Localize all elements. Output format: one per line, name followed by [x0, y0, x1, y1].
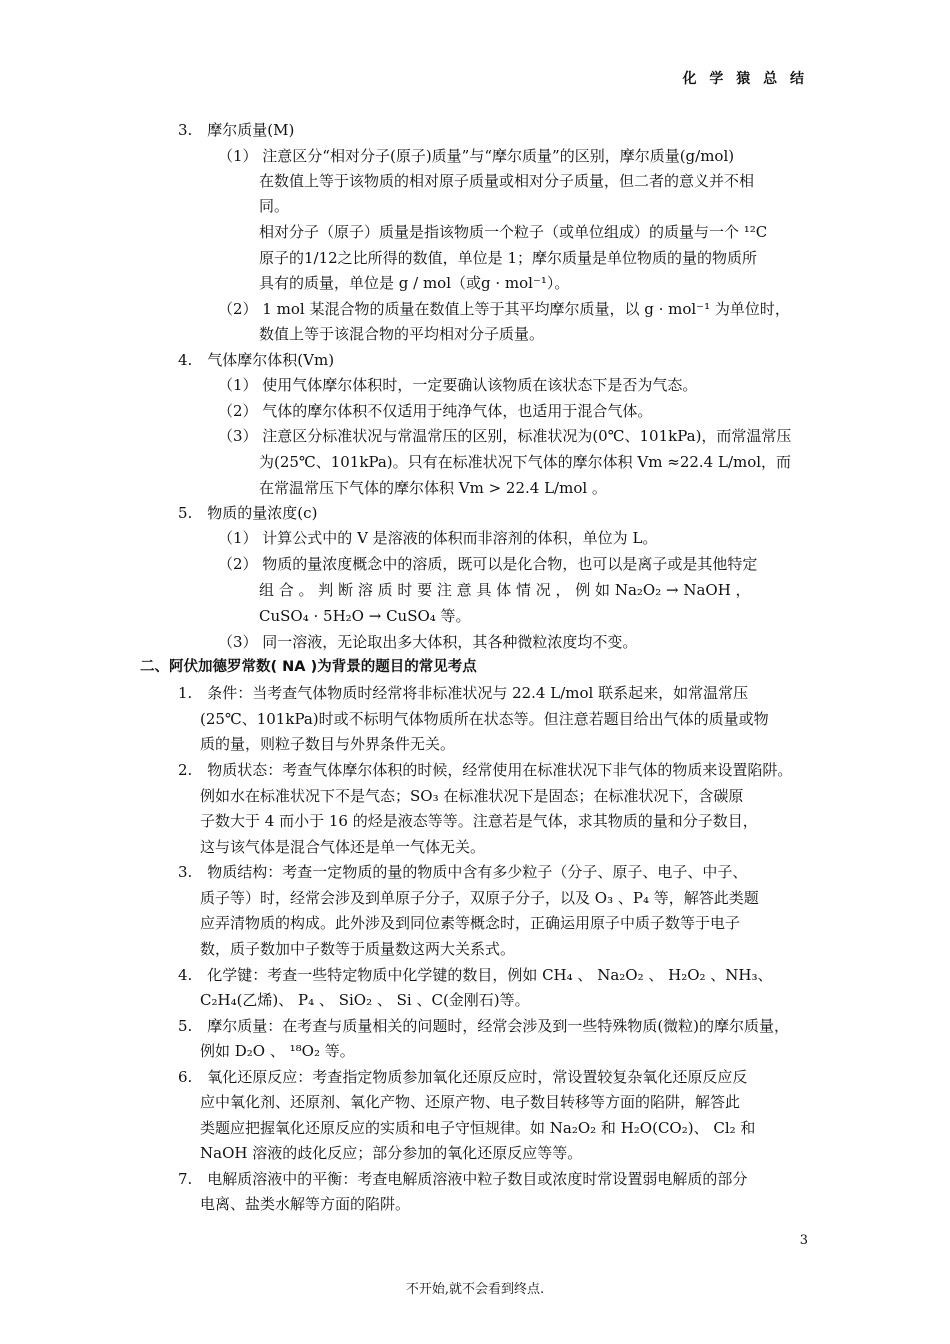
item4-title: 4. 气体摩尔体积(Vm)	[178, 351, 335, 369]
s2-item1-line3: 质的量，则粒子数目与外界条件无关。	[200, 735, 456, 753]
item3-title: 3. 摩尔质量(M)	[178, 121, 295, 139]
item5-p3: （3） 同一溶液，无论取出多大体积，其各种微粒浓度均不变。	[218, 633, 638, 651]
item4-p3-line3: 在常温常压下气体的摩尔体积 Vm > 22.4 L/mol 。	[259, 479, 607, 497]
s2-item4-line1: 4. 化学键：考查一些特定物质中化学键的数目，例如 CH₄ 、 Na₂O₂ 、 H₂O₂ 、NH₃、	[178, 966, 773, 984]
s2-item6-line2: 应中氧化剂、还原剂、氧化产物、还原产物、电子数目转移等方面的陷阱，解答此	[200, 1093, 741, 1111]
s2-item6-line3: 类题应把握氧化还原反应的实质和电子守恒规律。如 Na₂O₂ 和 H₂O(CO₂)、 Cl₂ 和	[200, 1119, 756, 1137]
s2-item2-line1: 2. 物质状态：考查气体摩尔体积的时候，经常使用在标准状况下非气体的物质来设置陷阱。	[178, 761, 793, 779]
s2-item2-line2: 例如水在标准状况下不是气态；SO₃ 在标准状况下是固态；在标准状况下，含碳原	[200, 787, 744, 805]
item3-p1-line2: 在数值上等于该物质的相对原子质量或相对分子质量，但二者的意义并不相	[259, 172, 755, 190]
header-title: 化 学 猿 总 结	[682, 71, 808, 87]
s2-item2-line3: 子数大于 4 而小于 16 的烃是液态等等。注意若是气体，求其物质的量和分子数目，	[200, 812, 758, 830]
s2-item1-line1: 1. 条件：当考查气体物质时经常将非标准状况与 22.4 L/mol 联系起来，如常温常压	[178, 684, 749, 702]
s2-item7-line1: 7. 电解质溶液中的平衡：考查电解质溶液中粒子数目或浓度时常设置弱电解质的部分	[178, 1170, 748, 1188]
item5-p1: （1） 计算公式中的 V 是溶液的体积而非溶剂的体积，单位为 L。	[218, 529, 658, 547]
s2-item5-line1: 5. 摩尔质量：在考查与质量相关的问题时，经常会涉及到一些特殊物质(微粒)的摩尔质量，	[178, 1017, 790, 1035]
item4-p3-line1: （3） 注意区分标准状况与常温常压的区别，标准状况为(0℃、101kPa)，而常温常压	[218, 427, 792, 445]
s2-item1-line2: (25℃、101kPa)时或不标明气体物质所在状态等。但注意若题目给出气体的质量或物	[200, 710, 769, 728]
s2-item3-line2: 质子等）时，经常会涉及到单原子分子，双原子分子，以及 O₃ 、P₄ 等，解答此类题	[200, 889, 759, 907]
s2-item4-line2: C₂H₄(乙烯)、 P₄ 、 SiO₂ 、 Si 、C(金刚石)等。	[200, 991, 530, 1009]
item5-p2-line1: （2） 物质的量浓度概念中的溶质，既可以是化合物，也可以是离子或是其他特定	[218, 555, 758, 573]
item3-p2-line1: （2） 1 mol 某混合物的质量在数值上等于其平均摩尔质量，以 g · mol⁻¹ 为单位时，	[218, 300, 790, 318]
s2-item2-line4: 这与该气体是混合气体还是单一气体无关。	[200, 838, 486, 856]
item4-p3-line2: 为(25℃、101kPa)。只有在标准状况下气体的摩尔体积 Vm ≈22.4 L/mol，而	[259, 453, 792, 471]
item5-title: 5. 物质的量浓度(c)	[178, 504, 318, 522]
page-number: 3	[799, 1233, 808, 1248]
s2-item6-line4: NaOH 溶液的歧化反应；部分参加的氧化还原反应等等。	[200, 1144, 583, 1162]
footer-quote: 不开始,就不会看到终点.	[405, 1282, 545, 1297]
item3-p1-line5: 原子的1/12之比所得的数值，单位是 1；摩尔质量是单位物质的量的物质所	[259, 249, 757, 267]
item5-p2-line3: CuSO₄ · 5H₂O → CuSO₄ 等。	[259, 607, 471, 625]
s2-item6-line1: 6. 氧化还原反应：考查指定物质参加氧化还原反应时，常设置较复杂氧化还原反应反	[178, 1068, 748, 1086]
item4-p2: （2） 气体的摩尔体积不仅适用于纯净气体，也适用于混合气体。	[218, 402, 653, 420]
item3-p1-line3: 同。	[259, 197, 290, 215]
item4-p1: （1） 使用气体摩尔体积时，一定要确认该物质在该状态下是否为气态。	[218, 376, 698, 394]
item5-p2-line2: 组 合 。 判 断 溶 质 时 要 注 意 具 体 情 况 ， 例 如 Na₂O₂ → NaOH ，	[259, 581, 751, 599]
item3-p2-line2: 数值上等于该混合物的平均相对分子质量。	[259, 325, 545, 343]
s2-item3-line4: 数，质子数加中子数等于质量数这两大关系式。	[200, 940, 516, 958]
section2-title: 二、阿伏加德罗常数( NA )为背景的题目的常见考点	[140, 659, 477, 675]
s2-item7-line2: 电离、盐类水解等方面的陷阱。	[200, 1195, 411, 1213]
item3-p1-line6: 具有的质量，单位是 g / mol（或g · mol⁻¹）。	[259, 274, 570, 292]
s2-item3-line1: 3. 物质结构：考查一定物质的量的物质中含有多少粒子（分子、原子、电子、中子、	[178, 863, 748, 881]
s2-item5-line2: 例如 D₂O 、 ¹⁸O₂ 等。	[200, 1042, 355, 1060]
s2-item3-line3: 应弄清物质的构成。此外涉及到同位素等概念时，正确运用原子中质子数等于电子	[200, 914, 741, 932]
item3-p1-line1: （1） 注意区分“相对分子(原子)质量”与“摩尔质量”的区别，摩尔质量(g/mol)	[218, 147, 735, 165]
item3-p1-line4: 相对分子（原子）质量是指该物质一个粒子（或单位组成）的质量与一个 ¹²C	[259, 223, 768, 241]
